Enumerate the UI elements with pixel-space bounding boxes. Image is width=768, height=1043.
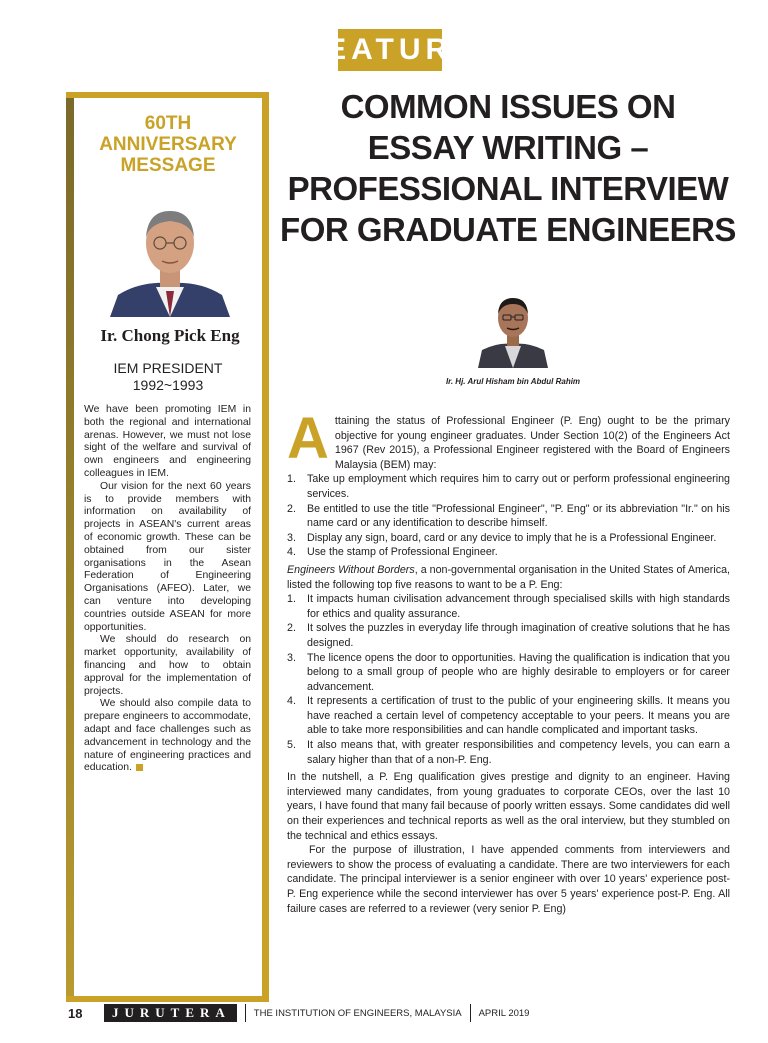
page-number: 18 [68,1005,83,1021]
sidebar-frame-right [262,92,269,1002]
list-item: 1. Take up employment which requires him to carry out or perform professional engineering services. [287,473,730,500]
drop-cap: A [287,406,329,471]
publisher-name: THE INSTITUTION OF ENGINEERS, MALAYSIA [253,1007,462,1019]
president-role: IEM PRESIDENT 1992~1993 [113,360,223,393]
ewb-paragraph: Engineers Without Borders, a non-governmental organisation in the United States of America, listed the following top five reasons to want to be a P. Eng: [287,563,730,591]
list-item: 1. It impacts human civilisation advancement through specialised skills with high standards for ethics and quality assurance. [287,593,730,620]
list-item: 2. It solves the puzzles in everyday life through imagination of creative solutions that he has designed. [287,622,730,649]
sidebar-paragraph: We have been promoting IEM in both the regional and international arenas. However, we must not lose sight of the welfare and survival of own engineers and engineering colleagues in IEM. [84,404,251,479]
list-item: 3. The licence opens the door to opportunities. Having the qualification is indication that you belong to a small group of people who are highly desirable to employers or for career advancement. [287,651,730,693]
section-tag: FEATURE [338,29,442,71]
footer-divider [470,1004,471,1022]
bem-list [287,472,730,560]
author-caption: Ir. Hj. Arul Hisham bin Abdul Rahim [445,377,581,386]
list-item: 3. Display any sign, board, card or any device to imply that he is a Professional Engineer. [287,531,717,544]
end-mark-icon [136,764,143,771]
list-item: 2. Be entitled to use the title "Professional Engineer", "P. Eng" or its abbreviation "Ir." on his name card or any identification to describe himself. [287,502,730,530]
sidebar-message [84,404,251,775]
president-name: Ir. Chong Pick Eng [100,326,240,345]
headline-line: PROFESSIONAL INTERVIEW [287,170,729,207]
issue-date: APRIL 2019 [478,1007,530,1019]
article-headline [270,86,746,250]
article-body [287,406,730,916]
sidebar-paragraph: We should do research on market opportunity, availability of financing and how to obtain approval for the implementation of projects. [84,634,251,697]
illustration-paragraph: For the purpose of illustration, I have appended comments from interviewers and reviewers to show the process of evaluating a candidate. There are two interviewers for each candidate. The principal interviewer is a senior engineer with over 10 years' experience post-P. Eng experience while the second interviewer has over 5 years' experience post-P. Eng. All failure cases are referred to a reviewer (very senior P. Eng) [287,844,730,915]
sidebar-paragraph: Our vision for the next 60 years is to provide members with information on availability of projects in ASEAN's current areas of economic growth. These can be obtained from our sister organisations in the Asean Federation of Engineering Organisations (AFEO). Later, we can venture into developing countries outside ASEAN for more opportunities. [84,480,251,633]
list-item: 4. Use the stamp of Professional Engineer. [287,546,498,559]
sidebar-frame-left [66,98,74,996]
headline-line: FOR GRADUATE ENGINEERS [280,211,736,248]
sidebar-frame-top [66,92,268,98]
headline-line: COMMON ISSUES ON [340,88,676,125]
headline-line: ESSAY WRITING – [367,129,649,166]
sidebar-paragraph: We should also compile data to prepare engineers to accommodate, adapt and face challenges such as advancement in technology and the nature of engineering practices and education. [84,698,251,774]
sidebar-frame-bottom [66,996,269,1002]
page-footer [68,1003,529,1023]
footer-divider [245,1004,246,1022]
nutshell-paragraph: In the nutshell, a P. Eng qualification gives prestige and dignity to an engineer. Having interviewed many candidates, from young graduates to corporate CEOs, over the last 10 years, I have found that many fail because of poorly written essays. Some candidates did well on their experiences and technical reports as well as the oral interview, but they stumbled on the technical and ethics essays. [287,771,730,842]
president-portrait [110,195,230,317]
intro-paragraph: Attaining the status of Professional Engineer (P. Eng) ought to be the primary objective for young engineer graduates. Under Section 10(2) of the Engineers Act 1967 (Rev 2015), a Professional Engineer registered with the Board of Engineers Malaysia (BEM) may: [287,406,730,471]
sidebar-title: 60TH ANNIVERSARY MESSAGE [99,113,237,176]
list-item: 5. It also means that, with greater responsibilities and competency levels, you can earn a salary higher than that of a non-P. Eng. [287,739,730,766]
list-item: 4. It represents a certification of trust to the public of your engineering skills. It means you have reached a certain level of competency acceptable to your peers. It means you are able to take more responsibilities and can handle complicated and important tasks. [287,695,730,737]
reasons-list [287,592,730,767]
author-portrait [478,288,548,368]
magazine-name: JURUTERA [104,1004,237,1022]
